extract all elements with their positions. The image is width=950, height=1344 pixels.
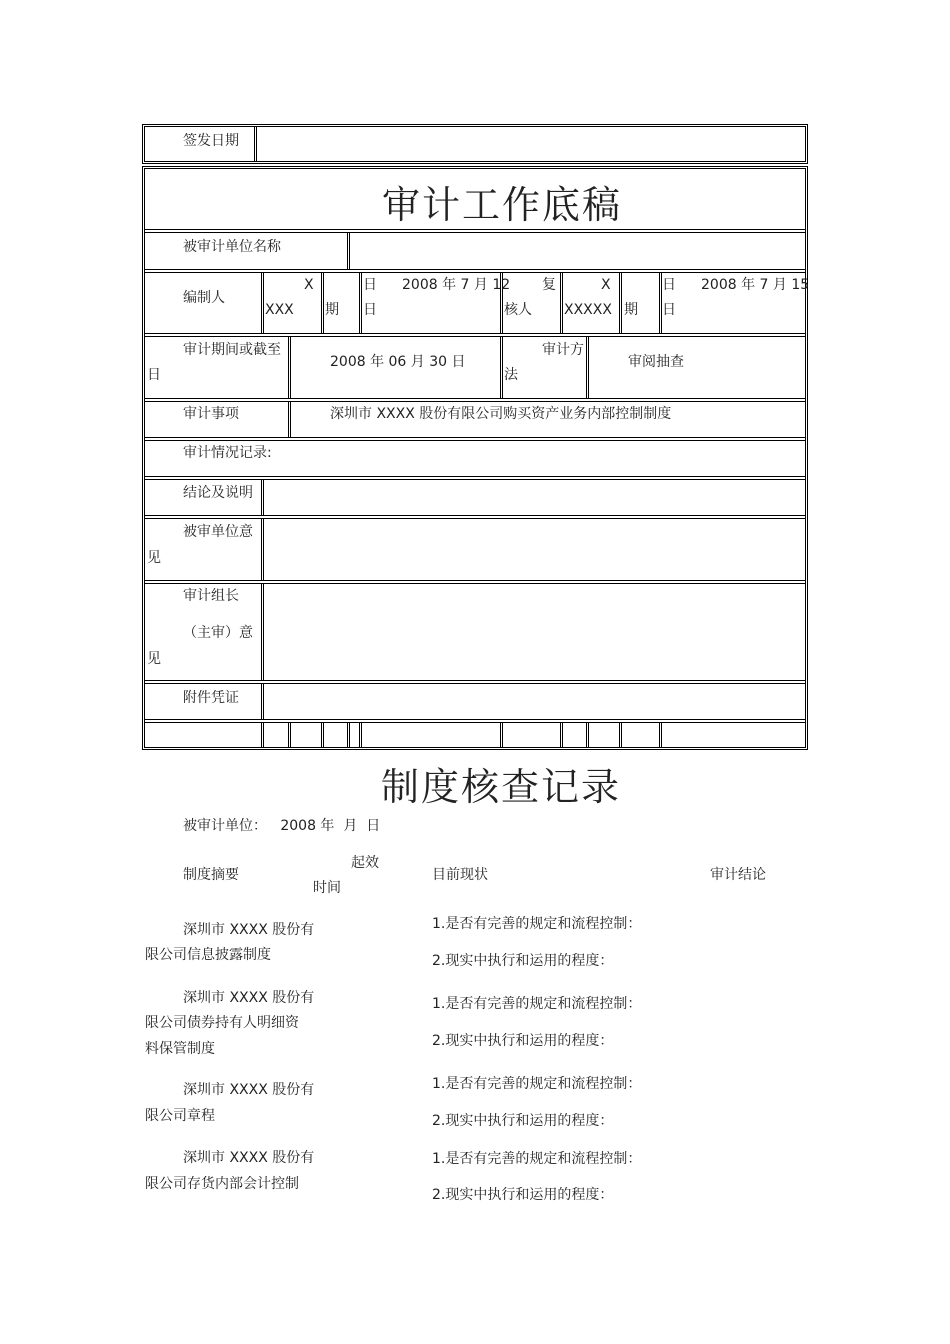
record-row-3-q2: 2.现实中执行和运用的程度： — [432, 1113, 614, 1129]
record-row-3-q1: 1.是否有完善的规定和流程控制： — [432, 1076, 642, 1092]
attachment-label: 附件凭证 — [183, 690, 239, 706]
audit-period-value: 2008 年 06 月 30 日 — [330, 354, 466, 370]
issue-date-divider — [254, 127, 257, 161]
leader-opinion-label-2: （主审）意 — [183, 625, 253, 641]
reviewer-label-bottom: 核人 — [504, 302, 532, 318]
audit-period-label-2: 日 — [147, 367, 161, 383]
record-title: 制度核查记录 — [381, 765, 622, 809]
leader-opinion-label: 审计组长 — [183, 588, 239, 604]
audit-method-label-2: 法 — [504, 367, 518, 383]
record-row-2-q2: 2.现实中执行和运用的程度： — [432, 1033, 614, 1049]
audit-period-label: 审计期间或截至 — [183, 342, 281, 358]
review-date-suffix: 日 — [662, 302, 676, 318]
compile-date-label-bottom: 期 — [325, 302, 339, 318]
record-unit-line: 被审计单位： 2008 年 月 日 — [183, 818, 381, 834]
auditee-opinion-label-2: 见 — [147, 550, 161, 566]
issue-date-row — [142, 124, 808, 164]
compiler-x: X — [304, 277, 314, 293]
leader-opinion-label-3: 见 — [147, 651, 161, 667]
compile-date-value: 2008 年 7 月 12 — [402, 277, 511, 293]
header-effective-top: 起效 — [351, 855, 379, 871]
compile-date-label-top: 日 — [363, 277, 377, 293]
header-conclusion: 审计结论 — [710, 867, 766, 883]
compile-date-suffix: 日 — [363, 302, 377, 318]
compiler-label: 编制人 — [183, 290, 225, 306]
auditee-name-label: 被审计单位名称 — [183, 239, 281, 255]
record-row-2-q1: 1.是否有完善的规定和流程控制： — [432, 996, 642, 1012]
record-row-4-q2: 2.现实中执行和运用的程度： — [432, 1187, 614, 1203]
record-row-3-line1: 深圳市 XXXX 股份有 — [183, 1082, 315, 1098]
review-date-value: 2008 年 7 月 15 — [701, 277, 810, 293]
reviewer-x: X — [601, 277, 611, 293]
record-row-1-line2: 限公司信息披露制度 — [145, 947, 271, 963]
record-row-1-q1: 1.是否有完善的规定和流程控制： — [432, 916, 642, 932]
record-row-3-line2: 限公司章程 — [145, 1108, 215, 1124]
audit-method-label: 审计方 — [542, 342, 584, 358]
compiler-name: XXX — [265, 302, 294, 318]
reviewer-name: XXXXX — [564, 302, 612, 318]
conclusion-label: 结论及说明 — [183, 485, 253, 501]
record-row-2-line1: 深圳市 XXXX 股份有 — [183, 990, 315, 1006]
audit-matter-label: 审计事项 — [183, 406, 239, 422]
record-row-4-q1: 1.是否有完善的规定和流程控制： — [432, 1151, 642, 1167]
header-status: 目前现状 — [432, 867, 488, 883]
form-title: 审计工作底稿 — [382, 183, 623, 227]
record-row-2-line2: 限公司债券持有人明细资 — [145, 1015, 299, 1031]
record-row-2-line3: 料保管制度 — [145, 1041, 215, 1057]
review-date-label-bottom: 期 — [624, 302, 638, 318]
audit-matter-value: 深圳市 XXXX 股份有限公司购买资产业务内部控制制度 — [330, 406, 672, 422]
header-effective-bottom: 时间 — [313, 880, 341, 896]
auditee-opinion-label: 被审单位意 — [183, 524, 253, 540]
record-row-4-line1: 深圳市 XXXX 股份有 — [183, 1150, 315, 1166]
audit-record-label: 审计情况记录: — [183, 445, 272, 461]
issue-date-label: 签发日期 — [183, 133, 239, 149]
record-row-4-line2: 限公司存货内部会计控制 — [145, 1176, 299, 1192]
reviewer-label-top: 复 — [542, 277, 556, 293]
audit-method-value: 审阅抽查 — [628, 354, 684, 370]
record-row-1-line1: 深圳市 XXXX 股份有 — [183, 922, 315, 938]
record-row-1-q2: 2.现实中执行和运用的程度： — [432, 953, 614, 969]
review-date-label-top: 日 — [662, 277, 676, 293]
header-summary: 制度摘要 — [183, 867, 239, 883]
